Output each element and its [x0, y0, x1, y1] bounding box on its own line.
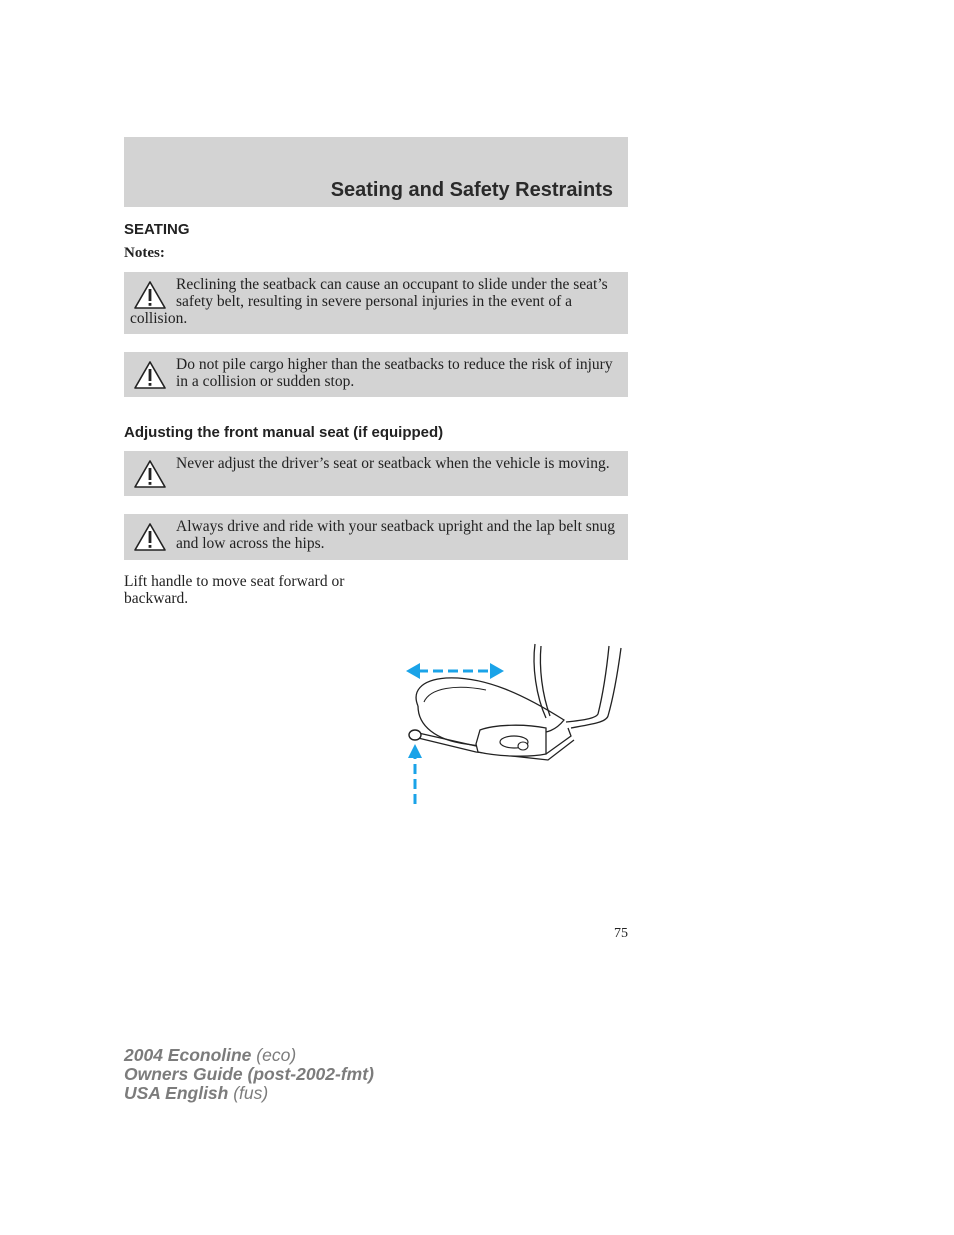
subsection-heading: Adjusting the front manual seat (if equipped) — [124, 424, 444, 441]
footer — [124, 1046, 374, 1103]
footer-guide: Owners Guide (post-2002-fmt) — [124, 1064, 374, 1084]
warning-icon — [133, 360, 167, 390]
warning-text: Reclining the seatback can cause an occupant to slide under the seat’s safety belt, resulting in severe personal injuries in the event of a collision. — [130, 276, 608, 327]
warning-icon — [133, 522, 167, 552]
page-number: 75 — [614, 926, 628, 941]
instruction-text: Lift handle to move seat forward or backward. — [124, 573, 345, 607]
warning-box — [124, 272, 628, 334]
notes-label: Notes: — [124, 245, 165, 261]
footer-model: 2004 Econoline — [124, 1045, 252, 1065]
footer-language: USA English — [124, 1083, 229, 1103]
section-heading: SEATING — [124, 221, 190, 238]
page-title: Seating and Safety Restraints — [330, 179, 613, 201]
warning-text: Do not pile cargo higher than the seatbacks to reduce the risk of injury in a collision or sudden stop. — [176, 356, 613, 390]
seat-adjust-diagram — [396, 636, 636, 811]
warning-icon — [133, 280, 167, 310]
header-bar — [124, 137, 628, 207]
footer-model-code: (eco) — [256, 1045, 297, 1065]
warning-box — [124, 451, 628, 496]
warning-icon — [133, 459, 167, 489]
footer-language-code: (fus) — [233, 1083, 269, 1103]
warning-box — [124, 514, 628, 560]
warning-text: Always drive and ride with your seatback upright and the lap belt snug and low across the hips. — [176, 518, 616, 552]
warning-box — [124, 352, 628, 397]
warning-text: Never adjust the driver’s seat or seatback when the vehicle is moving. — [176, 455, 610, 472]
